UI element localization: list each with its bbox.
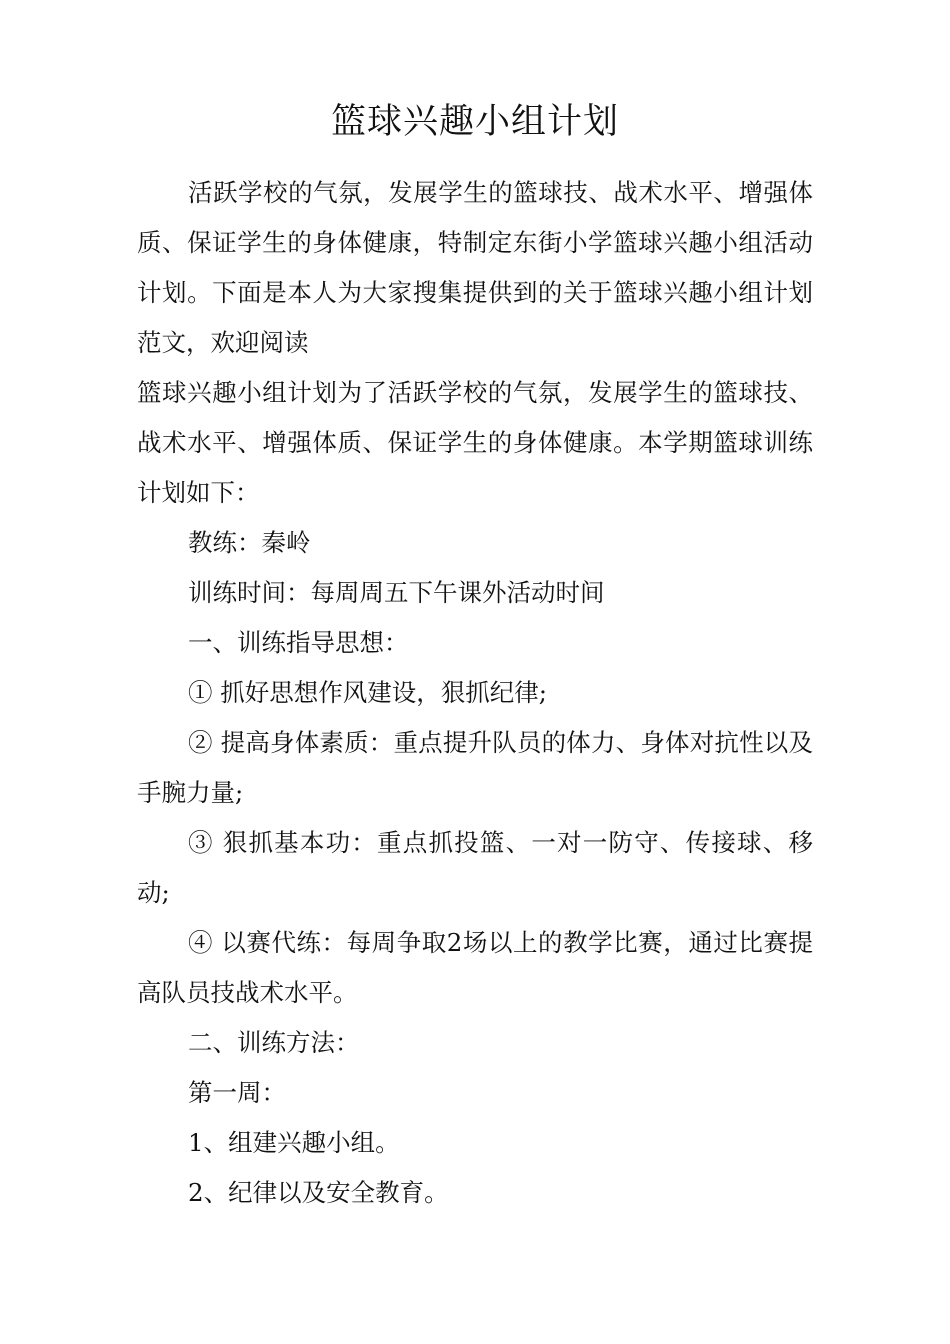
paragraph-plan-summary: 篮球兴趣小组计划为了活跃学校的气氛，发展学生的篮球技、战术水平、增强体质、保证学生的身体健康。本学期篮球训练计划如下：	[137, 378, 813, 507]
section-heading-guiding-ideas: 一、训练指导思想：	[188, 628, 409, 657]
list-item-2: ② 提高身体素质：重点提升队员的体力、身体对抗性以及手腕力量;	[137, 728, 813, 807]
week-item-1: 1、组建兴趣小组。	[188, 1128, 400, 1157]
list-item-3: ③ 狠抓基本功：重点抓投篮、一对一防守、传接球、移动;	[137, 828, 813, 907]
document-body	[137, 168, 813, 1218]
list-item-1: ① 抓好思想作风建设，狠抓纪律;	[188, 678, 548, 707]
list-item-4: ④ 以赛代练：每周争取2场以上的教学比赛，通过比赛提高队员技战术水平。	[137, 928, 813, 1007]
paragraph-intro: 活跃学校的气氛，发展学生的篮球技、战术水平、增强体质、保证学生的身体健康，特制定东街小学篮球兴趣小组活动计划。下面是本人为大家搜集提供到的关于篮球兴趣小组计划范文，欢迎阅读	[137, 178, 813, 357]
paragraph-coach: 教练：秦岭	[188, 528, 311, 557]
week-heading-1: 第一周：	[188, 1078, 286, 1107]
paragraph-training-time: 训练时间：每周周五下午课外活动时间	[188, 578, 605, 607]
document-title: 篮球兴趣小组计划	[330, 102, 619, 142]
section-heading-training-methods: 二、训练方法：	[188, 1028, 360, 1057]
week-item-2: 2、纪律以及安全教育。	[188, 1178, 449, 1207]
